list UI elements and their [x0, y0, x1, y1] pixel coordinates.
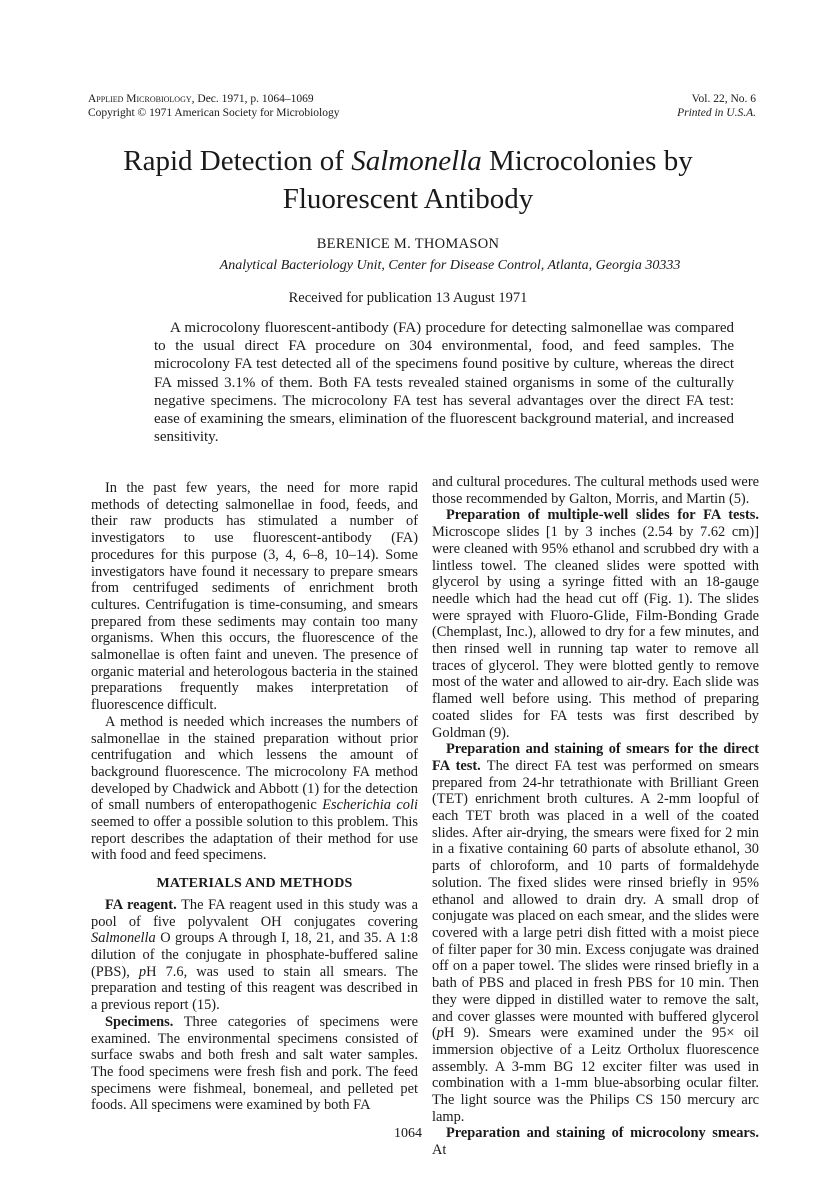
volume-number: Vol. 22, No. 6	[691, 93, 756, 105]
text: H 7.6, was used to stain all smears. The preparation and testing of this reagent was described in a previous report (15).	[91, 963, 418, 1014]
text: seemed to offer a possible solution to this problem. This report describes the adaptation of their method for use with food and feed specimens.	[91, 814, 418, 864]
text: Microscope slides [1 by 3 inches (2.54 by 7.62 cm)] were cleaned with 95% ethanol and scrubbed dry with a lintless towel. The cleaned slides were spotted with glycerol by using a syringe fitted with an 18-gauge needle which had the head cut off (Fig. 1). The slides were sprayed with Fluoro-Glide, Film-Bonding Grade (Chemplast, Inc.), allowed to dry for a few minutes, and then rinsed well in running tap water to remove all traces of glycerol. They were blotted gently to remove most of the water and allowed to air-dry. Each slide was flamed well before using. This method of preparing coated slides for FA tests was first described by Goldman (9).	[432, 524, 759, 741]
abstract: A microcolony fluorescent-antibody (FA) procedure for detecting salmonellae was compared to the usual direct FA procedure on 304 environmental, food, and feed samples. The microcolony FA test detected all of the specimens found positive by culture, whereas the direct FA missed 3.1% of them. Both FA tests revealed stained organisms in some of the culturally negative specimens. The microcolony FA test has several advantages over the direct FA test: ease of examining the smears, elimination of the fluorescent background material, and increased sensitivity.	[154, 320, 734, 446]
received-date: Received for publication 13 August 1971	[288, 290, 528, 306]
journal-citation	[88, 92, 339, 106]
subsection-heading: Preparation and staining of smears for the direct FA test.	[432, 741, 759, 774]
text: Three categories of specimens were examined. The environmental specimens consisted of surface swabs and both fresh and salt water samples. The food specimens were fresh fish and pork. The feed specimens were fishmeal, bonemeal, and pelleted pet foods. All specimens were examined by both FA	[91, 1013, 418, 1114]
printed-in: Printed in U.S.A.	[677, 107, 756, 119]
slides-paragraph	[432, 507, 759, 741]
text: The FA reagent used in this study was a pool of five polyvalent OH conjugates covering	[91, 896, 419, 930]
continued-paragraph: and cultural procedures. The cultural methods used were those recommended by Galton, Morris, and Martin (5).	[432, 474, 759, 507]
subsection-heading: Preparation of multiple-well slides for FA tests.	[446, 507, 759, 524]
text: The direct FA test was performed on smears prepared from 24-hr tetrathionate with Brilliant Green (TET) enrichment broth cultures. A 2-mm loopful of each TET broth was placed in a well of the coated slides. After air-drying, the smears were fixed for 2 min in a fixative containing 60 parts of absolute ethanol, 30 parts of chloroform, and 10 parts of formaldehyde solution. The fixed slides were rinsed briefly in 95% ethanol and allowed to drain dry. A small drop of conjugate was placed on each smear, and the slides were covered with a large petri dish fitted with a moist piece of filter paper for 30 min. Excess conjugate was drained off on a paper towel. The slides were rinsed briefly in a bath of PBS and placed in fresh PBS for 10 min. Then they were dipped in distilled water to remove the salt, and cover glasses were mounted with buffered glycerol (	[432, 757, 759, 1042]
journal-name: Applied Microbiology	[88, 93, 192, 105]
author: BERENICE M. THOMASON	[316, 236, 500, 252]
intro-paragraph-2	[91, 714, 418, 864]
specimens-paragraph	[91, 1014, 418, 1114]
subsection-heading: Preparation and staining of microcolony smears.	[446, 1125, 759, 1142]
copyright-line: Copyright © 1971 American Society for Microbiology	[88, 107, 340, 119]
affiliation: Analytical Bacteriology Unit, Center for Disease Control, Atlanta, Georgia 30333	[219, 258, 681, 273]
direct-fa-paragraph	[432, 741, 759, 1125]
text: At	[432, 1142, 447, 1159]
citation-detail: , Dec. 1971, p. 1064–1069	[191, 93, 314, 105]
subsection-heading: Specimens.	[105, 1013, 174, 1030]
running-header-right	[677, 92, 756, 120]
text: A method is needed which increases the numbers of salmonellae in the stained preparation without prior centrifugation and which lessens the amount of background fluorescence. The microcolony FA method developed by Chadwick and Abbott (1) for the detection of small numbers of enteropathogenic	[91, 713, 418, 814]
page-number: 1064	[394, 1126, 422, 1141]
intro-paragraph-1: In the past few years, the need for more rapid methods of detecting salmonellae in food, feeds, and their raw products has stimulated a number of investigators to use fluorescent-antibody (FA) procedures for this purpose (3, 4, 6–8, 10–14). Some investigators have found it necessary to prepare smears from centrifuged sediments of enrichment broth cultures. Centrifugation is time-consuming, and smears prepared from these sediments may contain too many organisms. When this occurs, the fluorescence of the salmonellae is often faint and uneven. The presence of organic material and heterologous bacteria in the stained preparations frequently makes interpretation of fluorescence difficult.	[91, 480, 418, 714]
running-header-left	[88, 92, 339, 120]
left-column	[91, 480, 418, 1114]
title-italic: Salmonella	[351, 145, 482, 177]
article-title	[60, 142, 756, 218]
text: H 9). Smears were examined under the 95× oil immersion objective of a Leitz Ortholux fluorescence assembly. A 3-mm BG 12 exciter filter was used in combination with a 1-mm blue-absorbing ocular filter. The light source was the Philips CS 150 mercury arc lamp.	[432, 1025, 759, 1125]
title-part: Microcolonies by Fluorescent Antibody	[282, 145, 693, 215]
ph-italic: p	[138, 963, 147, 980]
ph-italic: p	[436, 1025, 444, 1042]
title-part: Rapid Detection of	[123, 145, 352, 177]
species-name: Escherichia coli	[322, 797, 418, 814]
text: O groups A through I, 18, 21, and 35. A 1:8 dilution of the conjugate in phosphate-buffered saline (PBS),	[91, 930, 418, 980]
subsection-heading: FA reagent.	[105, 896, 177, 913]
fa-reagent-paragraph	[91, 897, 418, 1014]
right-column	[432, 474, 759, 1159]
section-heading-materials-methods: MATERIALS AND METHODS	[156, 876, 353, 892]
genus-name: Salmonella	[91, 930, 156, 947]
